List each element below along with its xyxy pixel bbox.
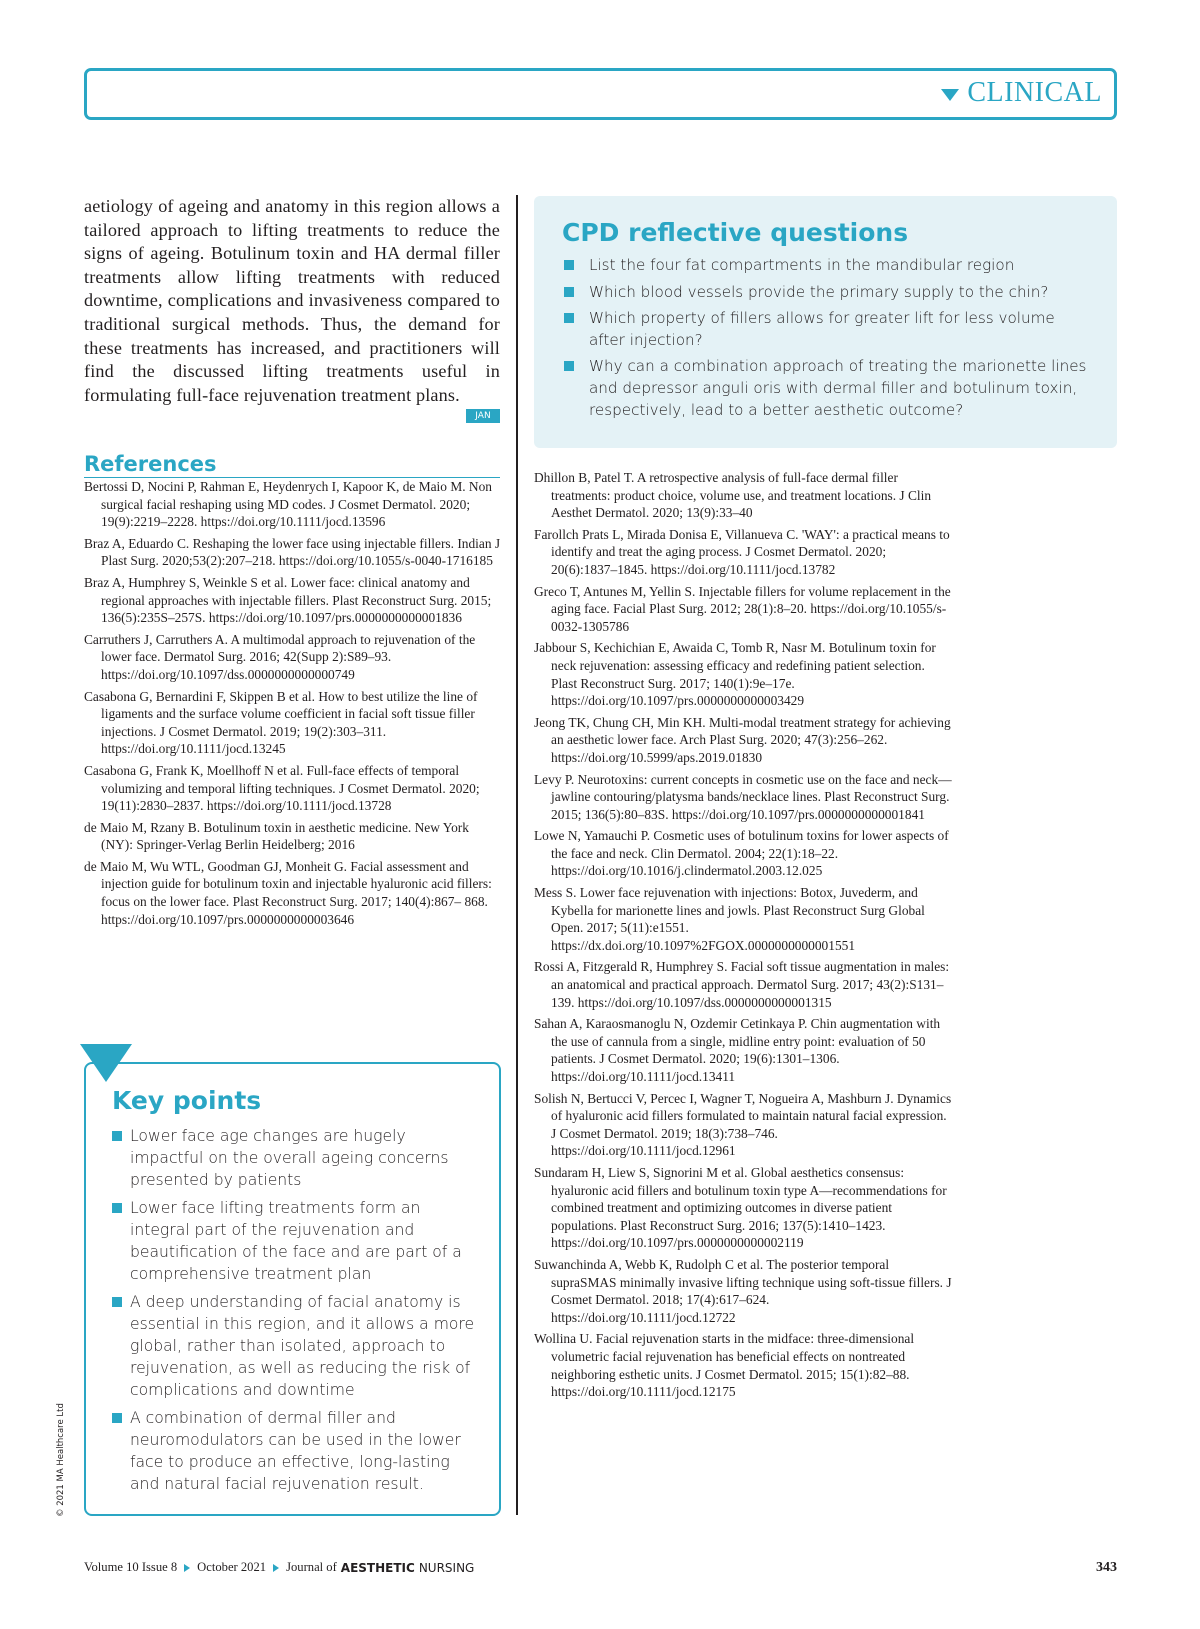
reference-item: Suwanchinda A, Webb K, Rudolph C et al. The posterior temporal supraSMAS minimally invasive lifting technique using soft-tissue fillers. J Cosmet Dermatol. 2018; 17(4):617–624. https://doi.org/10.1111/jocd.12722 — [534, 1256, 952, 1325]
bullet-text: A deep understanding of facial anatomy is essential in this region, and it allows a more global, rather than isolated, approach to rejuvenation, as well as reducing the risk of complications and downtime — [130, 1293, 475, 1399]
cpd-title: CPD reflective questions — [562, 218, 909, 247]
footer-date: October 2021 — [197, 1560, 267, 1574]
references-left-column — [84, 478, 504, 932]
page-number: 343 — [1096, 1560, 1117, 1575]
section-tag — [941, 77, 1102, 109]
reference-item: Jeong TK, Chung CH, Min KH. Multi-modal treatment strategy for achieving an aesthetic lower face. Arch Plast Surg. 2020; 47(3):256–262. https://doi.org/10.5999/aps.2019.01830 — [534, 714, 951, 765]
arrow-right-icon — [184, 1564, 190, 1572]
reference-item: Rossi A, Fitzgerald R, Humphrey S. Facial soft tissue augmentation in males: an anatomical and practical approach. Dermatol Surg. 2017; 43(2):S131–139. https://doi.org/10.1097/dss.0000000000001315 — [534, 959, 950, 1010]
column-divider — [516, 195, 518, 1515]
left-column-intro — [84, 195, 500, 423]
references-list-right — [534, 469, 954, 1401]
bullet-text: List the four fat compartments in the mandibular region — [589, 256, 1015, 274]
cpd-questions-list — [562, 255, 1093, 421]
square-bullet-icon — [112, 1131, 122, 1141]
reference-item: Levy P. Neurotoxins: current concepts in cosmetic use on the face and neck—jawline contouring/platysma bands/necklace lines. Plast Reconstruct Surg. 2015; 136(5):80–83S. https://doi.org/10.1097/prs.0000000000001841 — [534, 771, 952, 822]
key-points-notch-icon — [80, 1044, 132, 1082]
reference-item: Carruthers J, Carruthers A. A multimodal approach to rejuvenation of the lower face. Dermatol Surg. 2016; 42(Supp 2):S89–93. https://doi.org/10.1097/dss.0000000000000749 — [84, 631, 476, 682]
reference-item: Casabona G, Bernardini F, Skippen B et al. How to best utilize the line of ligaments and the surface volume coefficient in facial soft tissue filler injections. J Cosmet Dermatol. 2019; 19(2):303–311. https://doi.org/10.1111/jocd.13245 — [84, 688, 478, 757]
square-bullet-icon — [564, 313, 574, 323]
square-bullet-icon — [112, 1413, 122, 1423]
bullet-item — [112, 1125, 479, 1191]
bullet-item — [112, 1291, 479, 1401]
reference-item: Wollina U. Facial rejuvenation starts in the midface: three-dimensional volumetric facial rejuvenation has beneficial effects on nontreated neighboring esthetic units. J Cosmet Dermatol. 2015; 15(1):82–88. https://doi.org/10.1111/jocd.12175 — [534, 1331, 915, 1400]
key-points-box — [84, 1062, 501, 1516]
square-bullet-icon — [112, 1203, 122, 1213]
reference-item: Greco T, Antunes M, Yellin S. Injectable fillers for volume replacement in the aging face. Facial Plast Surg. 2012; 28(1):8–20. https://doi.org/10.1055/s-0032-1305786 — [534, 583, 951, 634]
reference-item: Dhillon B, Patel T. A retrospective analysis of full-face dermal filler treatments: product choice, volume use, and treatment locations. J Clin Aesthet Dermatol. 2020; 13(9):33–40 — [534, 470, 932, 521]
footer-journal-bold: AESTHETIC — [340, 1560, 415, 1575]
square-bullet-icon — [564, 361, 574, 371]
bullet-text: Lower face age changes are hugely impactful on the overall ageing concerns presented by patients — [130, 1127, 449, 1189]
cpd-questions-box — [534, 196, 1117, 448]
end-of-article-mark: JAN — [466, 409, 500, 423]
reference-item: Mess S. Lower face rejuvenation with injections: Botox, Juvederm, and Kybella for marionette lines and jowls. Plast Reconstruct Surg Global Open. 2017; 5(11):e1551. https://dx.doi.org/10.1097%2FGOX.0000000000001551 — [534, 885, 925, 953]
reference-item: Solish N, Bertucci V, Percec I, Wagner T, Nogueira A, Mashburn J. Dynamics of hyaluronic acid fillers formulated to maintain natural facial expression. J Cosmet Dermatol. 2019; 18(3):738–746. https://doi.org/10.1111/jocd.12961 — [534, 1090, 952, 1159]
arrow-right-icon — [273, 1564, 279, 1572]
section-label: CLINICAL — [967, 77, 1102, 108]
reference-item: Sahan A, Karaosmanoglu N, Ozdemir Cetinkaya P. Chin augmentation with the use of cannula from a single, midline entry point: evaluation of 50 patients. J Cosmet Dermatol. 2020; 19(6):1301–1306. https://doi.org/10.1111/jocd.13411 — [534, 1016, 941, 1084]
reference-item: Sundaram H, Liew S, Signorini M et al. Global aesthetics consensus: hyaluronic acid fillers and botulinum toxin type A—recommendations for combined treatment and optimizing outcomes in diverse patient populations. Plast Reconstruct Surg. 2016; 137(5):1410–1423. https://doi.org/10.1097/prs.0000000000002119 — [534, 1164, 947, 1251]
square-bullet-icon — [564, 260, 574, 270]
reference-item: Lowe N, Yamauchi P. Cosmetic uses of botulinum toxins for lower aspects of the face and neck. Clin Dermatol. 2004; 22(1):18–22. https://doi.org/10.1016/j.clindermatol.2003.12.025 — [534, 828, 949, 879]
footer-journal-suffix: NURSING — [418, 1560, 475, 1575]
square-bullet-icon — [112, 1297, 122, 1307]
bullet-text: Which blood vessels provide the primary supply to the chin? — [589, 282, 1049, 301]
bullet-item — [562, 255, 1093, 277]
key-points-list — [112, 1125, 479, 1495]
bullet-item — [562, 356, 1093, 421]
reference-item: Jabbour S, Kechichian E, Awaida C, Tomb R, Nasr M. Botulinum toxin for neck rejuvenation: assessing efficacy and redefining patient selection. Plast Reconstruct Surg. 2017; 140(1):9e–17e. https://doi.org/10.1097/prs.0000000000003429 — [534, 640, 936, 709]
triangle-down-icon — [941, 89, 959, 101]
footer-volume: Volume 10 Issue 8 — [84, 1560, 178, 1574]
references-right-column — [534, 469, 954, 1405]
footer-journal-prefix: Journal of — [286, 1560, 337, 1574]
references-heading: References — [84, 452, 500, 478]
bullet-text: Why can a combination approach of treating the marionette lines and depressor anguli oris with dermal filler and botulinum toxin, respectively, lead to a better aesthetic outcome? — [589, 357, 1087, 419]
section-header-bar — [84, 68, 1117, 120]
key-points-title: Key points — [112, 1086, 262, 1115]
page-footer — [84, 1560, 1117, 1580]
bullet-text: Lower face lifting treatments form an integral part of the rejuvenation and beautification of the face and are part of a comprehensive treatment plan — [130, 1199, 462, 1283]
footer-issue-info — [84, 1560, 474, 1575]
reference-item: Bertossi D, Nocini P, Rahman E, Heydenrych I, Kapoor K, de Maio M. Non surgical facial reshaping using MD codes. J Cosmet Dermatol. 2020; 19(9):2219–2228. https://doi.org/10.1111/jocd.13596 — [84, 479, 492, 530]
intro-paragraph: aetiology of ageing and anatomy in this region allows a tailored approach to lifting treatments to reduce the signs of ageing. Botulinum toxin and HA dermal filler treatments allow lifting treatments with reduced downtime, complications and invasiveness compared to traditional surgical methods. Thus, the demand for these treatments has increased, and practitioners will find the discussed lifting treatments useful in formulating full-face rejuvenation treatment plans. — [84, 196, 500, 405]
bullet-text: Which property of fillers allows for greater lift for less volume after injection? — [589, 309, 1055, 349]
reference-item: Braz A, Eduardo C. Reshaping the lower face using injectable fillers. Indian J Plast Surg. 2020;53(2):207–218. https://doi.org/10.1055/s-0040-1716185 — [84, 535, 501, 569]
bullet-item — [562, 282, 1093, 304]
bullet-text: A combination of dermal filler and neuromodulators can be used in the lower face to produce an effective, long-lasting and natural facial rejuvenation result. — [130, 1409, 461, 1493]
reference-item: de Maio M, Wu WTL, Goodman GJ, Monheit G. Facial assessment and injection guide for botulinum toxin and injectable hyaluronic acid fillers: focus on the lower face. Plast Reconstruct Surg. 2017; 140(4):867– 868. https://doi.org/10.1097/prs.0000000000003646 — [84, 858, 492, 927]
reference-item: de Maio M, Rzany B. Botulinum toxin in aesthetic medicine. New York (NY): Springer-Verlag Berlin Heidelberg; 2016 — [84, 819, 469, 853]
bullet-item — [112, 1407, 479, 1495]
reference-item: Casabona G, Frank K, Moellhoff N et al. Full-face effects of temporal volumizing and temporal lifting techniques. J Cosmet Dermatol. 2020; 19(11):2830–2837. https://doi.org/10.1111/jocd.13728 — [84, 762, 480, 814]
references-list-left — [84, 478, 504, 928]
square-bullet-icon — [564, 287, 574, 297]
copyright-notice: © 2021 MA Healthcare Ltd — [56, 1403, 66, 1517]
bullet-item — [562, 308, 1093, 351]
reference-item: Farollch Prats L, Mirada Donisa E, Villanueva C. 'WAY': a practical means to identify and treat the aging process. J Cosmet Dermatol. 2020; 20(6):1837–1845. https://doi.org/10.1111/jocd.13782 — [534, 526, 950, 577]
reference-item: Braz A, Humphrey S, Weinkle S et al. Lower face: clinical anatomy and regional approaches with injectable fillers. Plast Reconstruct Surg. 2015; 136(5):235S–257S. https://doi.org/10.1097/prs.0000000000001836 — [84, 574, 492, 626]
bullet-item — [112, 1197, 479, 1285]
